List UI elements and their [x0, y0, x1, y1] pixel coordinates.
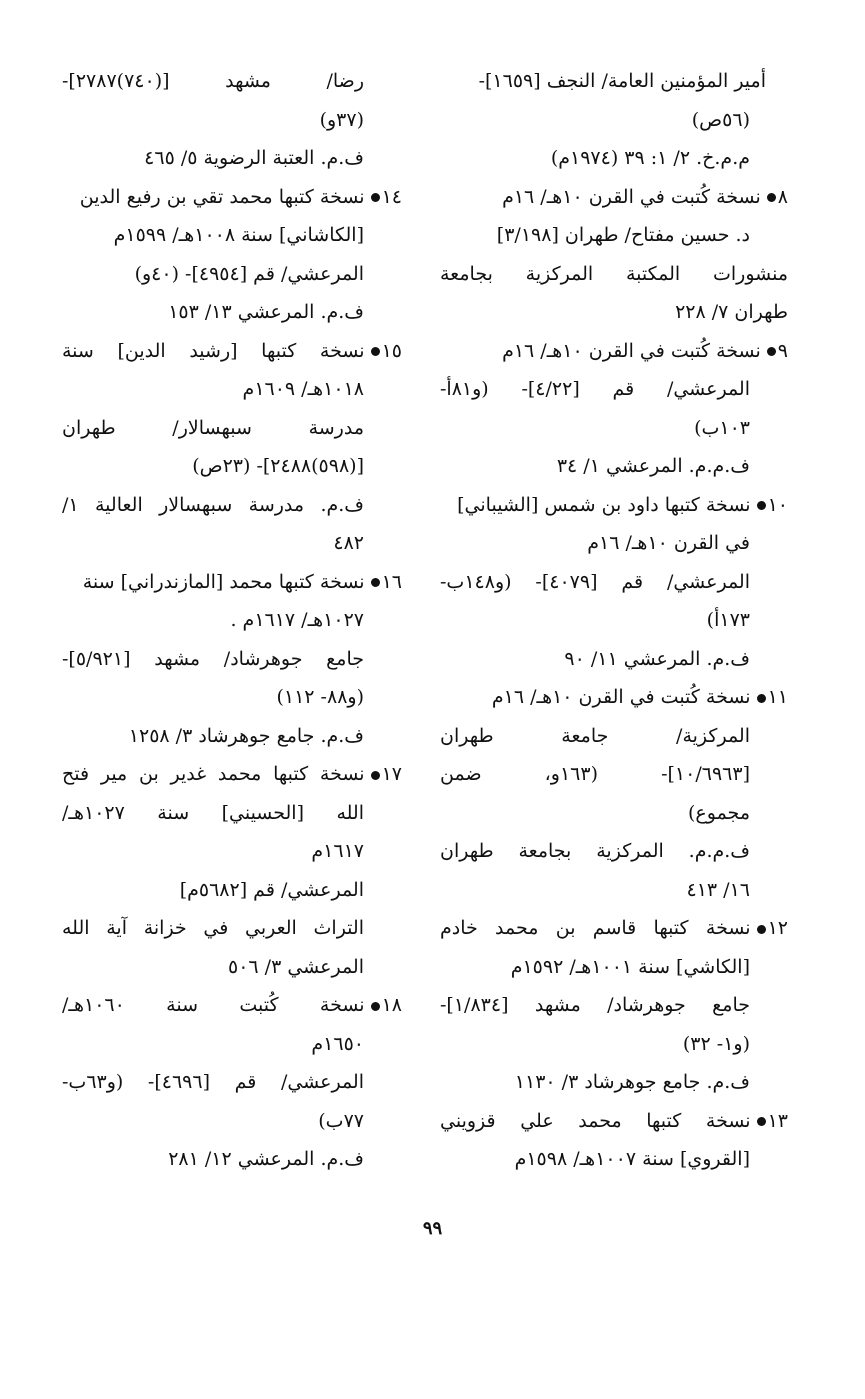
text-line	[440, 986, 788, 1025]
line-text: نسخة كتبها محمد غدير بن مير فتح	[62, 763, 365, 785]
bullet-icon	[371, 578, 380, 587]
entry-line	[440, 678, 788, 717]
line-text: ٧٧ب)	[318, 1109, 364, 1132]
line-text: نسخة كتبها قاسم بن محمد خادم	[440, 917, 751, 939]
line-text: في القرن ١٠هـ/ ١٦م	[587, 532, 750, 554]
line-text: (و٨٨- ١١٢)	[276, 686, 364, 708]
line-text: [الكاشي] سنة ١٠٠١هـ/ ١٥٩٢م	[510, 955, 750, 978]
text-line	[440, 524, 788, 563]
text-line	[62, 1025, 402, 1064]
text-line	[440, 409, 788, 448]
entry-line	[62, 332, 402, 371]
text-line	[440, 794, 788, 833]
bullet-icon	[757, 925, 766, 934]
entry-number: ١١	[767, 686, 788, 708]
line-text: ١٠١٨هـ/ ١٦٠٩م	[242, 378, 364, 400]
bullet-icon	[371, 193, 380, 202]
entry-number: ١٨	[381, 994, 402, 1016]
line-text: نسخة كتبها محمد [المازندراني] سنة	[82, 570, 365, 593]
line-text: [الكاشاني] سنة ١٠٠٨هـ/ ١٥٩٩م	[113, 224, 364, 246]
line-text: [القروي] سنة ١٠٠٧هـ/ ١٥٩٨م	[514, 1148, 750, 1170]
line-text: نسخة كُتبت في القرن ١٠هـ/ ١٦م	[502, 339, 761, 362]
bullet-icon	[371, 1002, 380, 1011]
text-line	[440, 370, 788, 409]
line-text: ف.م. المرعشي ١٢/ ٢٨١	[168, 1148, 364, 1170]
text-line	[62, 293, 402, 332]
entry-line	[62, 178, 402, 217]
line-text: التراث العربي في خزانة آية الله	[62, 917, 364, 939]
line-text: د. حسين مفتاح/ طهران [٣/١٩٨]	[496, 224, 750, 246]
text-line	[440, 948, 788, 987]
entry-line	[440, 332, 788, 371]
line-text: المرعشي/ قم [٤/٢٢]- (و٨١أ-	[440, 378, 751, 400]
line-text: (٣٧و)	[319, 108, 364, 131]
entry-line	[440, 486, 788, 525]
bullet-icon	[757, 1117, 766, 1126]
entry-line	[440, 1102, 788, 1141]
entry-number: ١٧	[381, 763, 402, 785]
line-text: ١٠٣ب)	[694, 416, 750, 439]
line-text: ف.م. جامع جوهرشاد ٣/ ١١٣٠	[514, 1071, 750, 1093]
entry-number: ١٦	[381, 570, 402, 593]
line-text: المرعشي/ قم [٤٩٥٤]- (٤٠و)	[134, 262, 364, 285]
text-line	[440, 871, 788, 910]
entry-number: ٨	[777, 185, 788, 208]
line-text: ف.م. العتبة الرضوية ٥/ ٤٦٥	[144, 147, 364, 169]
line-text: منشورات المكتبة المركزية بجامعة	[440, 262, 788, 285]
text-line	[440, 717, 788, 756]
text-line	[62, 948, 402, 987]
text-line	[440, 1140, 788, 1179]
line-text: المركزية/ جامعة طهران	[440, 724, 750, 747]
line-text: نسخة كتبها محمد تقي بن رفيع الدين	[79, 185, 365, 208]
left-column	[62, 62, 402, 1179]
line-text: ١٦١٧م	[311, 840, 364, 862]
text-line	[440, 255, 788, 294]
line-text: ٤٨٢	[333, 532, 364, 554]
line-text: ف.م. مدرسة سبهسالار العالية ١/	[62, 493, 364, 516]
text-line	[440, 293, 788, 332]
entry-line	[62, 986, 402, 1025]
line-text: المرعشي ٣/ ٥٠٦	[228, 955, 364, 978]
text-line	[62, 794, 402, 833]
text-line	[62, 447, 402, 486]
line-text: نسخة كُتبت في القرن ١٠هـ/ ١٦م	[502, 185, 761, 208]
entry-line	[440, 178, 788, 217]
text-line	[440, 1025, 788, 1064]
text-line	[440, 755, 788, 794]
text-line	[62, 101, 402, 140]
text-line	[440, 62, 788, 101]
text-line	[62, 255, 402, 294]
line-text: الله [الحسيني] سنة ١٠٢٧هـ/	[62, 801, 364, 824]
bullet-icon	[757, 501, 766, 510]
line-text: ف.م.م. المركزية بجامعة طهران	[440, 840, 750, 862]
line-text: ف.م. المرعشي ١١/ ٩٠	[564, 647, 750, 670]
line-text: [(٥٩٨)٢٤٨٨]- (٢٣ص)	[192, 455, 364, 477]
bullet-icon	[371, 347, 380, 356]
text-line	[62, 139, 402, 178]
entry-line	[62, 563, 402, 602]
line-text: جامع جوهرشاد/ مشهد [١/٨٣٤]-	[440, 994, 750, 1016]
line-text: طهران ٧/ ٢٢٨	[675, 301, 788, 323]
entry-line	[440, 909, 788, 948]
line-text: المرعشي/ قم [٤٦٩٦]- (و٦٣ب-	[62, 1071, 364, 1093]
line-text: [١٠/٦٩٦٣]- (١٦٣و، ضمن	[440, 763, 750, 785]
bullet-icon	[767, 193, 776, 202]
text-line	[62, 1063, 402, 1102]
line-text: ١٦/ ٤١٣	[686, 878, 750, 901]
text-line	[440, 139, 788, 178]
text-line	[62, 909, 402, 948]
line-text: مجموع)	[688, 801, 750, 824]
text-line	[62, 216, 402, 255]
entry-number: ٩	[777, 339, 788, 362]
text-line	[62, 409, 402, 448]
line-text: نسخة كتبها داود بن شمس [الشيباني]	[457, 493, 751, 516]
bullet-icon	[371, 771, 380, 780]
line-text: نسخة كُتبت في القرن ١٠هـ/ ١٦م	[491, 686, 751, 708]
entry-number: ١٤	[381, 185, 402, 208]
text-line	[62, 486, 402, 525]
entry-number: ١٣	[767, 1109, 788, 1132]
right-column	[440, 62, 788, 1179]
line-text: ف.م. جامع جوهرشاد ٣/ ١٢٥٨	[128, 724, 364, 747]
text-line	[62, 524, 402, 563]
text-line	[440, 832, 788, 871]
text-line	[440, 640, 788, 679]
line-text: جامع جوهرشاد/ مشهد [٥/٩٢١]-	[62, 647, 364, 670]
line-text: مدرسة سبهسالار/ طهران	[62, 416, 364, 439]
line-text: ١٦٥٠م	[311, 1032, 364, 1055]
line-text: أمير المؤمنين العامة/ النجف [١٦٥٩]-	[478, 70, 766, 92]
text-line	[62, 678, 402, 717]
text-line	[62, 62, 402, 101]
text-line	[440, 601, 788, 640]
line-text: نسخة كتبها محمد علي قزويني	[440, 1109, 751, 1132]
text-line	[62, 601, 402, 640]
line-text: م.م.خ. ٢/ ١: ٣٩ (١٩٧٤م)	[550, 147, 750, 169]
text-line	[62, 871, 402, 910]
text-line	[62, 1102, 402, 1141]
entry-number: ١٥	[381, 339, 402, 362]
entry-line	[62, 755, 402, 794]
line-text: ف.م. المرعشي ١٣/ ١٥٣	[168, 301, 364, 323]
bullet-icon	[767, 347, 776, 356]
text-line	[440, 101, 788, 140]
text-line	[62, 1140, 402, 1179]
text-line	[440, 216, 788, 255]
line-text: رضا/ مشهد [(٧٤٠)٢٧٨٧]-	[62, 70, 364, 92]
text-line	[62, 717, 402, 756]
text-line	[440, 447, 788, 486]
line-text: المرعشي/ قم [٤٠٧٩]- (و١٤٨ب-	[440, 570, 750, 593]
line-text: ف.م.م. المرعشي ١/ ٣٤	[556, 455, 750, 477]
line-text: (٥٦ص)	[691, 108, 750, 131]
text-line	[440, 1063, 788, 1102]
text-line	[62, 832, 402, 871]
text-line	[62, 370, 402, 409]
line-text: نسخة كتبها [رشيد الدين] سنة	[62, 339, 365, 362]
text-line	[62, 640, 402, 679]
bullet-icon	[757, 694, 766, 703]
line-text: (و١- ٣٢)	[682, 1032, 750, 1055]
entry-number: ١٢	[767, 917, 788, 939]
line-text: نسخة كُتبت سنة ١٠٦٠هـ/	[62, 994, 365, 1016]
entry-number: ١٠	[767, 493, 788, 516]
page-number: ٩٩	[422, 1218, 443, 1239]
line-text: المرعشي/ قم [٥٦٨٢م]	[179, 878, 364, 901]
line-text: ١٧٣أ)	[706, 609, 750, 631]
line-text: ١٠٢٧هـ/ ١٦١٧م .	[230, 609, 364, 631]
text-line	[440, 563, 788, 602]
